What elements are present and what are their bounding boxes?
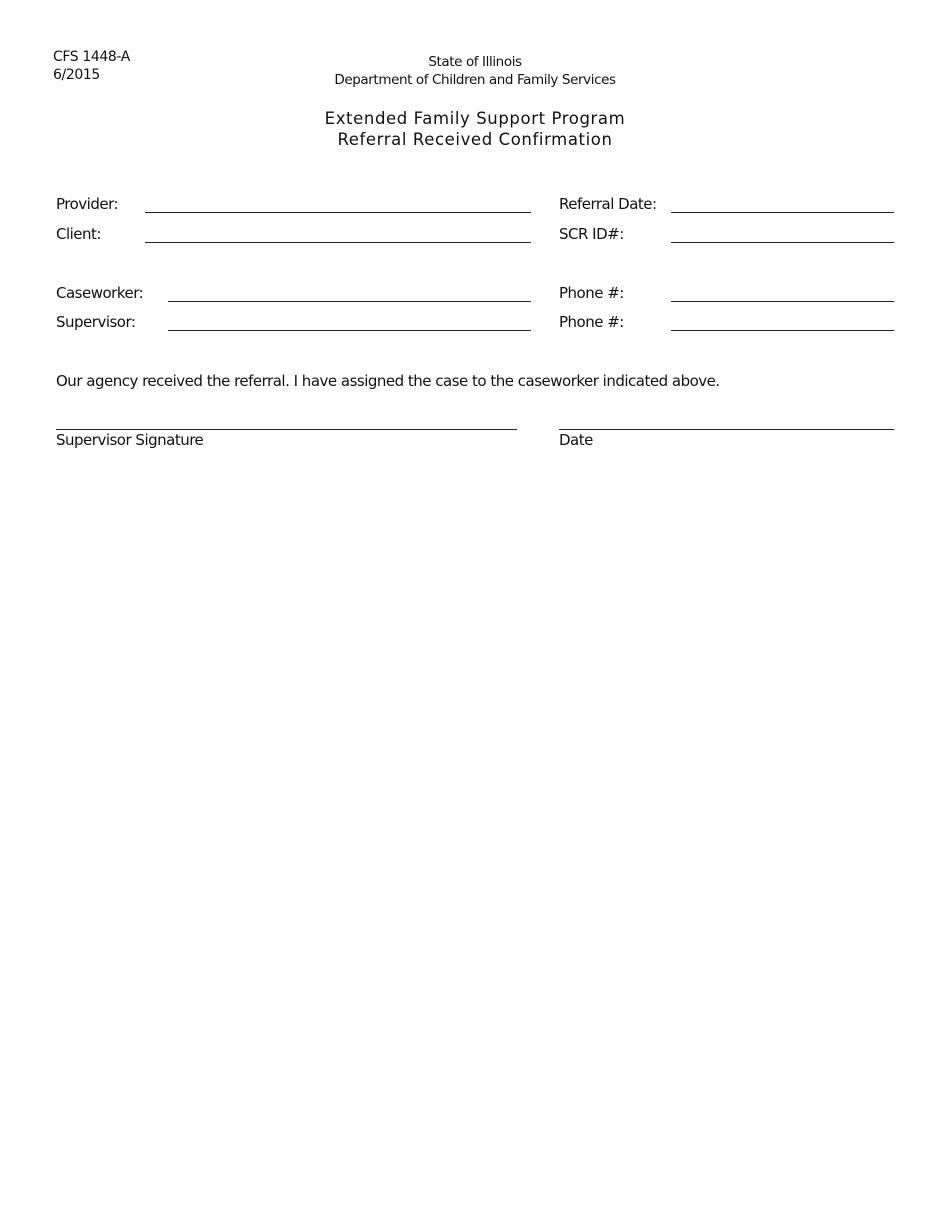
referral-date-label: Referral Date: xyxy=(559,195,657,213)
client-label: Client: xyxy=(56,225,101,243)
confirmation-statement: Our agency received the referral. I have assigned the case to the caseworker indicated above. xyxy=(56,372,720,390)
client-field-line[interactable] xyxy=(145,242,531,243)
supervisor-phone-label: Phone #: xyxy=(559,313,624,331)
caseworker-phone-label: Phone #: xyxy=(559,284,624,302)
state-name: State of Illinois xyxy=(428,54,522,70)
signature-date-label: Date xyxy=(559,431,593,449)
caseworker-phone-field-line[interactable] xyxy=(671,301,894,302)
caseworker-field-line[interactable] xyxy=(168,301,531,302)
supervisor-field-line[interactable] xyxy=(168,330,531,331)
department-name: Department of Children and Family Services xyxy=(334,72,616,88)
program-title: Extended Family Support Program xyxy=(324,109,626,128)
scr-id-field-line[interactable] xyxy=(671,242,894,243)
form-number: CFS 1448-A xyxy=(53,49,130,65)
provider-label: Provider: xyxy=(56,195,119,213)
scr-id-label: SCR ID#: xyxy=(559,225,624,243)
supervisor-phone-field-line[interactable] xyxy=(671,330,894,331)
provider-field-line[interactable] xyxy=(145,212,531,213)
form-revision-date: 6/2015 xyxy=(53,67,100,83)
supervisor-label: Supervisor: xyxy=(56,313,136,331)
form-title: Referral Received Confirmation xyxy=(337,130,613,149)
supervisor-signature-label: Supervisor Signature xyxy=(56,431,204,449)
supervisor-signature-line[interactable] xyxy=(56,429,517,430)
caseworker-label: Caseworker: xyxy=(56,284,144,302)
referral-date-field-line[interactable] xyxy=(671,212,894,213)
signature-date-line[interactable] xyxy=(559,429,894,430)
